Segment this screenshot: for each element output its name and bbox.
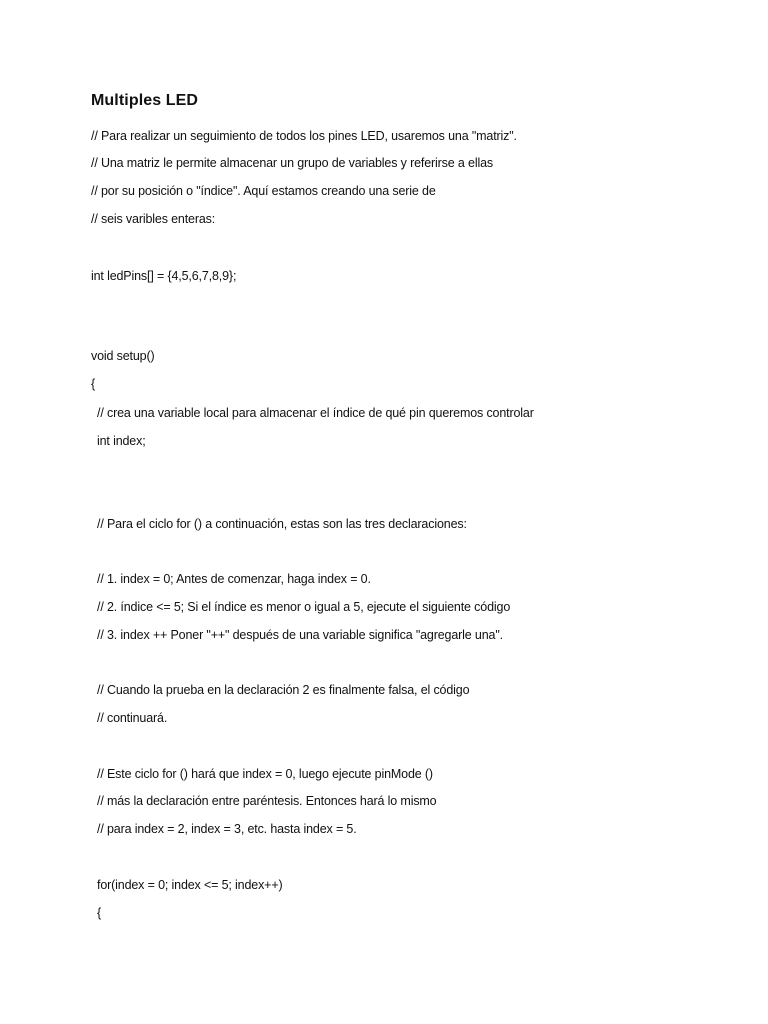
code-comment-line: // más la declaración entre paréntesis. Entonces hará lo mismo <box>97 794 437 808</box>
code-line: { <box>91 377 96 391</box>
code-line: { <box>97 906 102 920</box>
code-line: int index; <box>97 434 146 448</box>
code-comment-line: // seis varibles enteras: <box>91 212 216 226</box>
code-line: for(index = 0; index <= 5; index++) <box>97 878 283 892</box>
code-comment-line: // 2. índice <= 5; Si el índice es menor o igual a 5, ejecute el siguiente código <box>97 600 511 614</box>
code-comment-line: // crea una variable local para almacenar el índice de qué pin queremos controlar <box>97 406 534 420</box>
code-comment-line: // por su posición o "índice". Aquí estamos creando una serie de <box>91 184 436 198</box>
code-comment-line: // continuará. <box>97 711 168 725</box>
code-comment-line: // 3. index ++ Poner "++" después de una variable significa "agregarle una". <box>97 628 503 642</box>
page-title: Multiples LED <box>91 92 199 109</box>
code-comment-line: // Una matriz le permite almacenar un grupo de variables y referirse a ellas <box>91 156 493 170</box>
code-comment-line: // Cuando la prueba en la declaración 2 es finalmente falsa, el código <box>97 683 470 697</box>
code-comment-line: // Este ciclo for () hará que index = 0, luego ejecute pinMode () <box>97 767 433 781</box>
code-comment-line: // 1. index = 0; Antes de comenzar, haga index = 0. <box>97 572 371 586</box>
code-comment-line: // Para el ciclo for () a continuación, estas son las tres declaraciones: <box>97 517 467 531</box>
code-line: void setup() <box>91 349 155 363</box>
code-line: int ledPins[] = {4,5,6,7,8,9}; <box>91 269 237 283</box>
code-comment-line: // para index = 2, index = 3, etc. hasta index = 5. <box>97 822 357 836</box>
code-comment-line: // Para realizar un seguimiento de todos los pines LED, usaremos una "matriz". <box>91 129 517 143</box>
